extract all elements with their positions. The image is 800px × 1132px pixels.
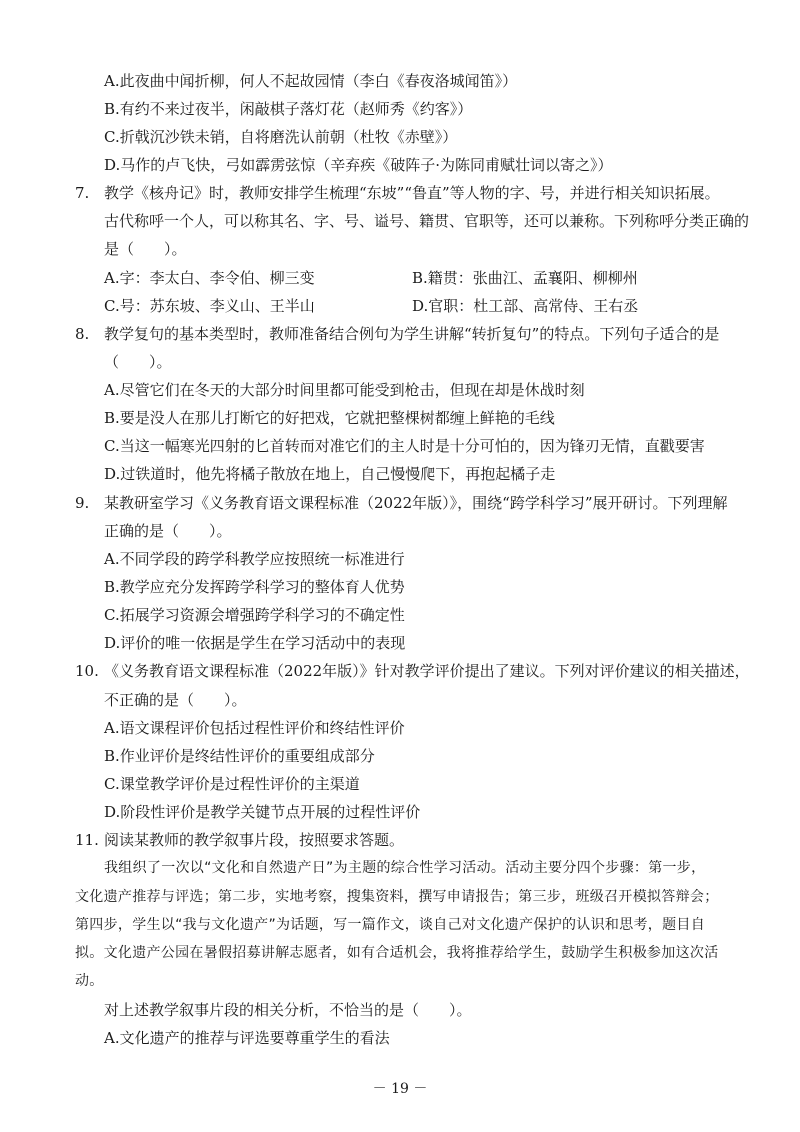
- q9-stem-line-2: 正确的是（ ）。: [104, 522, 232, 540]
- q8-stem-line-2: （ ）。: [104, 353, 172, 371]
- q8-option-b: B.要是没人在那儿打断它的好把戏，它就把整棵树都缠上鲜艳的毛线: [104, 409, 555, 427]
- q6-option-d: D.马作的卢飞快，弓如霹雳弦惊（辛弃疾《破阵子·为陈同甫赋壮词以寄之》）: [104, 156, 613, 174]
- q10-number: 10.: [75, 662, 99, 680]
- q11-narrative-line-5: 动。: [75, 973, 104, 989]
- q10-option-b: B.作业评价是终结性评价的重要组成部分: [104, 747, 375, 765]
- q7-option-c: C.号：苏东坡、李义山、王半山: [104, 297, 315, 315]
- q11-intro: 阅读某教师的教学叙事片段，按照要求答题。: [104, 831, 405, 849]
- q7-option-d: D.官职：杜工部、高常侍、王右丞: [412, 297, 639, 315]
- q11-question: 对上述教学叙事片段的相关分析，不恰当的是（ ）。: [104, 1001, 472, 1019]
- q11-number: 11.: [75, 831, 99, 849]
- q7-number: 7.: [75, 184, 90, 202]
- q7-stem-line-2: 古代称呼一个人，可以称其名、字、号、谥号、籍贯、官职等，还可以兼称。下列称呼分类正确的: [104, 212, 750, 230]
- q9-number: 9.: [75, 494, 90, 512]
- q6-option-c: C.折戟沉沙铁未销，自将磨洗认前朝（杜牧《赤壁》）: [104, 128, 458, 146]
- q11-narrative-line-3: 第四步，学生以“我与文化遗产”为话题，写一篇作文，谈自己对文化遗产保护的认识和思考，题目自: [75, 917, 706, 933]
- q9-option-c: C.拓展学习资源会增强跨学科学习的不确定性: [104, 606, 405, 624]
- q9-option-b: B.教学应充分发挥跨学科学习的整体育人优势: [104, 578, 405, 596]
- q8-option-c: C.当这一幅寒光四射的匕首转而对准它们的主人时是十分可怕的，因为锋刃无情，直戳要害: [104, 437, 705, 455]
- q7-stem-line-1: 教学《核舟记》时，教师安排学生梳理“东坡”“鲁直”等人物的字、号，并进行相关知识拓展。: [104, 184, 720, 202]
- q9-option-d: D.评价的唯一依据是学生在学习活动中的表现: [104, 634, 406, 652]
- q8-option-a: A.尽管它们在冬天的大部分时间里都可能受到枪击，但现在却是休战时刻: [104, 381, 585, 399]
- q9-option-a: A.不同学段的跨学科教学应按照统一标准进行: [104, 550, 405, 568]
- q10-option-a: A.语文课程评价包括过程性评价和终结性评价: [104, 719, 405, 737]
- q7-option-b: B.籍贯：张曲江、孟襄阳、柳柳州: [412, 269, 638, 287]
- q9-stem-line-1: 某教研室学习《义务教育语文课程标准（2022年版）》，围绕“跨学科学习”展开研讨。下列理解: [104, 494, 728, 512]
- q10-option-d: D.阶段性评价是教学关键节点开展的过程性评价: [104, 803, 421, 821]
- q11-narrative-line-4: 拟。文化遗产公园在暑假招募讲解志愿者，如有合适机会，我将推荐给学生，鼓励学生积极参加这次活: [75, 945, 719, 961]
- q6-option-a: A.此夜曲中闻折柳，何人不起故园情（李白《春夜洛城闻笛》）: [104, 72, 518, 90]
- q6-option-b: B.有约不来过夜半，闲敲棋子落灯花（赵师秀《约客》）: [104, 100, 473, 118]
- q11-narrative-line-2: 文化遗产推荐与评选；第二步，实地考察，搜集资料，撰写申请报告；第三步，班级召开模拟答辩会；: [75, 889, 719, 905]
- q7-stem-line-3: 是（ ）。: [104, 240, 187, 258]
- q8-number: 8.: [75, 325, 90, 343]
- q11-option-a: A.文化遗产的推荐与评选要尊重学生的看法: [104, 1029, 390, 1047]
- q7-option-a: A.字：李太白、李令伯、柳三变: [104, 269, 315, 287]
- q10-stem-line-2: 不正确的是（ ）。: [104, 691, 247, 709]
- q10-option-c: C.课堂教学评价是过程性评价的主渠道: [104, 775, 360, 793]
- q11-narrative-line-1: 我组织了一次以“文化和自然遗产日”为主题的综合性学习活动。活动主要分四个步骤：第一步，: [104, 860, 706, 876]
- q10-stem-line-1: 《义务教育语文课程标准（2022年版）》针对教学评价提出了建议。下列对评价建议的相关描述，: [104, 662, 750, 680]
- page-number: － 19 －: [372, 1081, 428, 1097]
- q8-stem-line-1: 教学复句的基本类型时，教师准备结合例句为学生讲解“转折复句”的特点。下列句子适合的是: [104, 325, 720, 343]
- q8-option-d: D.过铁道时，他先将橘子散放在地上，自己慢慢爬下，再抱起橘子走: [104, 465, 556, 483]
